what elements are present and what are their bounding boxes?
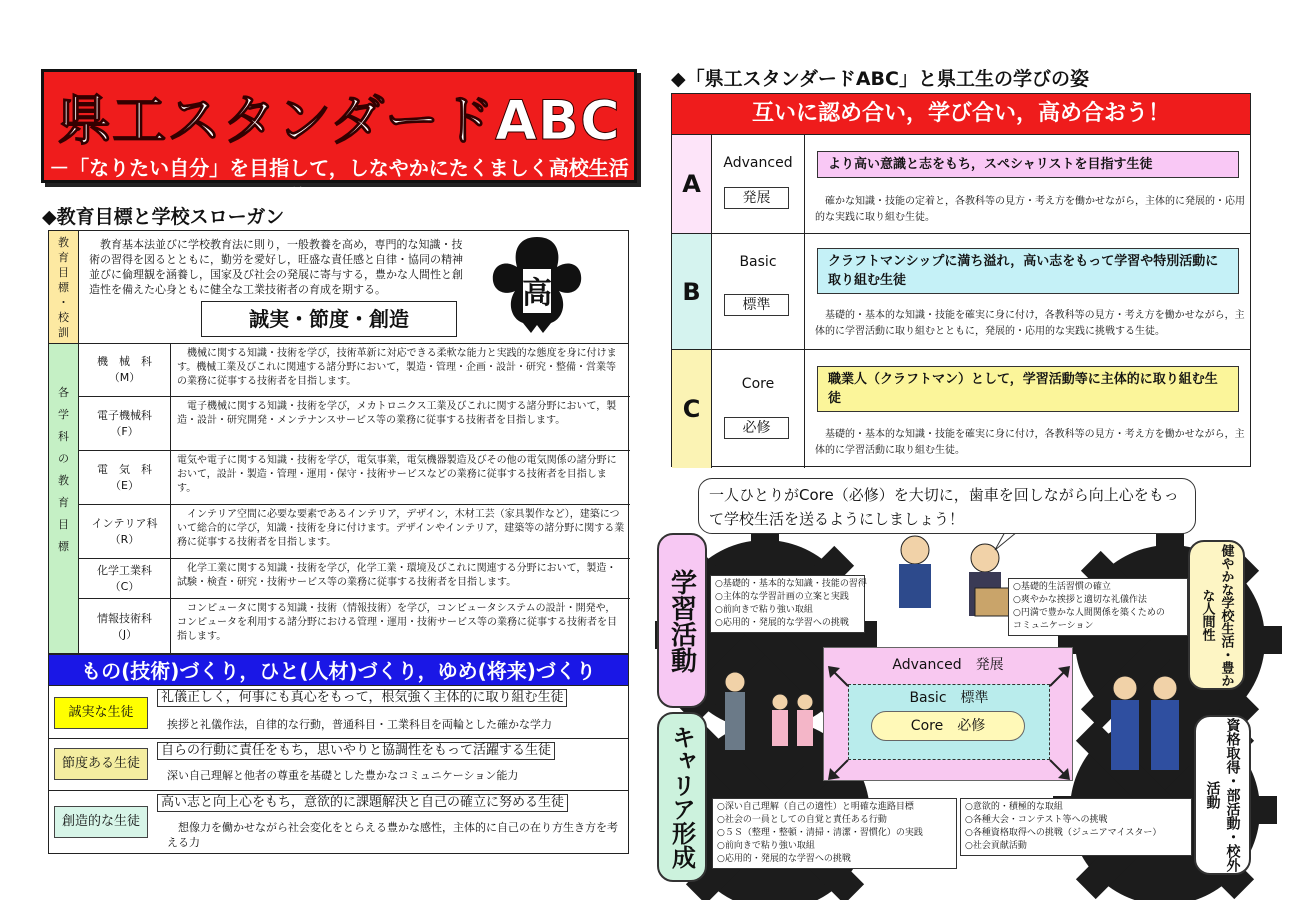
- department-row: 機 械 科 （M） 機械に関する知識・技術を学び，技術革新に対応できる柔軟な能力と実践的な態度を身に付けます。機械工業及びこれに関連する諸分野において，製造・管理・企画・設計・研究・整備・営業等の業務に従事する技術者を目指します。: [79, 344, 630, 397]
- department-goals-box: [48, 344, 629, 654]
- goal-side-label: 教 育 目 標 ・ 校 訓: [49, 231, 79, 343]
- label-study-activities: 学習活動: [657, 533, 707, 708]
- education-goal-box: [48, 230, 629, 344]
- level-row-b: B Basic 標準 クラフトマンシップに満ち溢れ，高い志をもって学習や特別活動に取り組む生徒 基礎的・基本的な知識・技能を確実に身に付け，各教科等の見方・考え方を働かせながら，主体的に学習活動に取り組むとともに，発展的・応用的な実践に挑戦する生徒。: [672, 233, 1250, 349]
- trait-badge: 創造的な生徒: [54, 806, 148, 838]
- section-heading-abc: ◆「県工スタンダードABC」と県工生の学びの姿: [671, 68, 1089, 90]
- goal-text: 教育基本法並びに学校教育法に則り，一般教養を高め，専門的な知識・技術の習得を図るとともに，勤労を愛好し，旺盛な責任感と自律・協同の精神並びに倫理観を涵養し，国家及び社会の発展に寄与する，豊かな人間性と創造性を備えた心身ともに健全な工業技術者の育成を期する。: [89, 238, 463, 296]
- diagonal-arrows-icon: [824, 648, 1074, 782]
- school-slogan: 誠実・節度・創造: [201, 301, 457, 337]
- trait-badge: 節度ある生徒: [54, 748, 148, 780]
- school-emblem-icon: [487, 233, 587, 343]
- humanity-list: ○基礎的生活習慣の確立 ○爽やかな挨拶と適切な礼儀作法 ○円満で豊かな人間関係を築くための コミュニケーション: [1008, 578, 1188, 636]
- level-b-box: クラフトマンシップに満ち溢れ，高い志をもって学習や特別活動に取り組む生徒: [817, 248, 1239, 294]
- department-row: 電子機械科 （F） 電子機械に関する知識・技術を学び，メカトロニクス工業及びこれに関する諸分野において，製造・設計・研究開発・メンテナンスサービス等の業務に従事する技術者を目指します。: [79, 397, 630, 451]
- basic-label: Basic 標準: [909, 690, 989, 706]
- trait-row: 節度ある生徒 自らの行動に責任をもち，思いやりと協調性をもって活躍する生徒 深い自己理解と他者の尊重を基礎とした豊かなコミュニケーション能力: [49, 739, 628, 791]
- page-title: 県工スタンダードABC: [57, 89, 621, 152]
- title-banner: [41, 69, 637, 209]
- abc-table: [671, 93, 1251, 467]
- department-row: インテリア科 （R） インテリア空間に必要な要素であるインテリア，デザイン，木材工芸（家具製作など），建築について総合的に学び，知識・技術を身に付けます。デザインやインテリア，建築等の諸分野に関する業務に従事する技術者を目指します。: [79, 505, 630, 559]
- dept-side-label: 各 学 科 の 教 育 目 標: [49, 344, 79, 653]
- trait-badge: 誠実な生徒: [54, 697, 148, 729]
- label-school-life: 健やかな学校生活・豊かな人間性: [1188, 540, 1245, 690]
- level-row-c: C Core 必修 職業人（クラフトマン）として，学習活動等に主体的に取り組む生徒 基礎的・基本的な知識・技能を確実に身に付け，各教科等の見方・考え方を働かせながら，主体的に学習活動に取り組む生徒。: [672, 349, 1250, 468]
- department-row: 電 気 科 （E） 電気や電子に関する知識・技術を学び，電気事業，電気機器製造及びその他の電気関係の諸分野において，設計・製造・管理・運用・保守・技術サービスなどの業務に従事する技術者を目指します。: [79, 451, 630, 505]
- speech-bubble: 一人ひとりがCore（必修）を大切に，歯車を回しながら向上心をもって学校生活を送るようにしましょう！: [698, 478, 1196, 534]
- advanced-label: Advanced 発展: [892, 657, 1004, 673]
- level-c-box: 職業人（クラフトマン）として，学習活動等に主体的に取り組む生徒: [817, 366, 1239, 412]
- trait-heading: 礼儀正しく，何事にも真心をもって，根気強く主体的に取り組む生徒: [157, 689, 567, 707]
- page-subtitle: －「なりたい自分」を目指して，しなやかにたくましく高校生活を送ろう！！ －: [49, 156, 629, 209]
- label-career-formation: キャリア形成: [657, 712, 707, 882]
- study-list: ○基礎的・基本的な知識・技能の習得 ○主体的な学習計画の立案と実践 ○前向きで粘り強い取組 ○応用的・発展的な学習への挑戦: [710, 575, 865, 633]
- department-row: 情報技術科 （J） コンピュータに関する知識・技術（情報技術）を学び，コンピュータシステムの設計・開発や，コンピュータを利用する諸分野における管理・運用・技術サービス等の業務に従事する技術者を目指します。: [79, 599, 630, 654]
- trait-heading: 自らの行動に責任をもち，思いやりと協調性をもって活躍する生徒: [157, 742, 555, 760]
- student-traits-box: [48, 686, 629, 854]
- level-a-box: より高い意識と志をもち，スペシャリストを目指す生徒: [817, 151, 1239, 178]
- department-row: 化学工業科 （C） 化学工業に関する知識・技術を学び，化学工業・環境及びこれに関連する分野において，製造・試験・検査・研究・技術サービス等の業務に従事する技術者を目指します。: [79, 559, 630, 599]
- motto-banner: もの(技術)づくり，ひと(人材)づくり，ゆめ(将来)づくり: [48, 654, 629, 686]
- section-heading-goals: ◆教育目標と学校スローガン: [42, 206, 285, 228]
- abc-levels-diagram: [823, 647, 1073, 781]
- trait-heading: 高い志と向上心をもち，意欲的に課題解決と自己の確立に努める生徒: [157, 794, 568, 812]
- trait-row: 誠実な生徒 礼儀正しく，何事にも真心をもって，根気強く主体的に取り組む生徒 挨拶と礼儀作法，自律的な行動，普通科目・工業科目を両輪とした確かな学力: [49, 686, 628, 739]
- trait-row: 創造的な生徒 高い志と向上心をもち，意欲的に課題解決と自己の確立に努める生徒 想像力を働かせながら社会変化をとらえる豊かな感性，主体的に自己の在り方生き方を考える力: [49, 791, 628, 854]
- abc-header: 互いに認め合い，学び合い，高め合おう！: [672, 94, 1250, 134]
- label-qualification: 資格取得・部活動・校外活動: [1194, 715, 1251, 875]
- career-list: ○深い自己理解（自己の適性）と明確な進路目標 ○社会の一員としての自覚と責任ある行動 ○５Ｓ（整理・整頓・清掃・清潔・習慣化）の実践 ○前向きで粘り強い取組 ○応用的・発展的な学習への挑戦: [712, 798, 957, 869]
- emblem-character: 高: [522, 276, 552, 311]
- level-row-a: A Advanced 発展 より高い意識と志をもち，スペシャリストを目指す生徒 確かな知識・技能の定着と，各教科等の見方・考え方を働かせながら，主体的に発展的・応用的な実践に取り組む生徒。: [672, 134, 1250, 233]
- qualification-list: ○意欲的・積極的な取組 ○各種大会・コンテスト等への挑戦 ○各種資格取得への挑戦（ジュニアマイスター） ○社会貢献活動: [960, 798, 1192, 856]
- core-label: Core 必修: [871, 711, 1025, 741]
